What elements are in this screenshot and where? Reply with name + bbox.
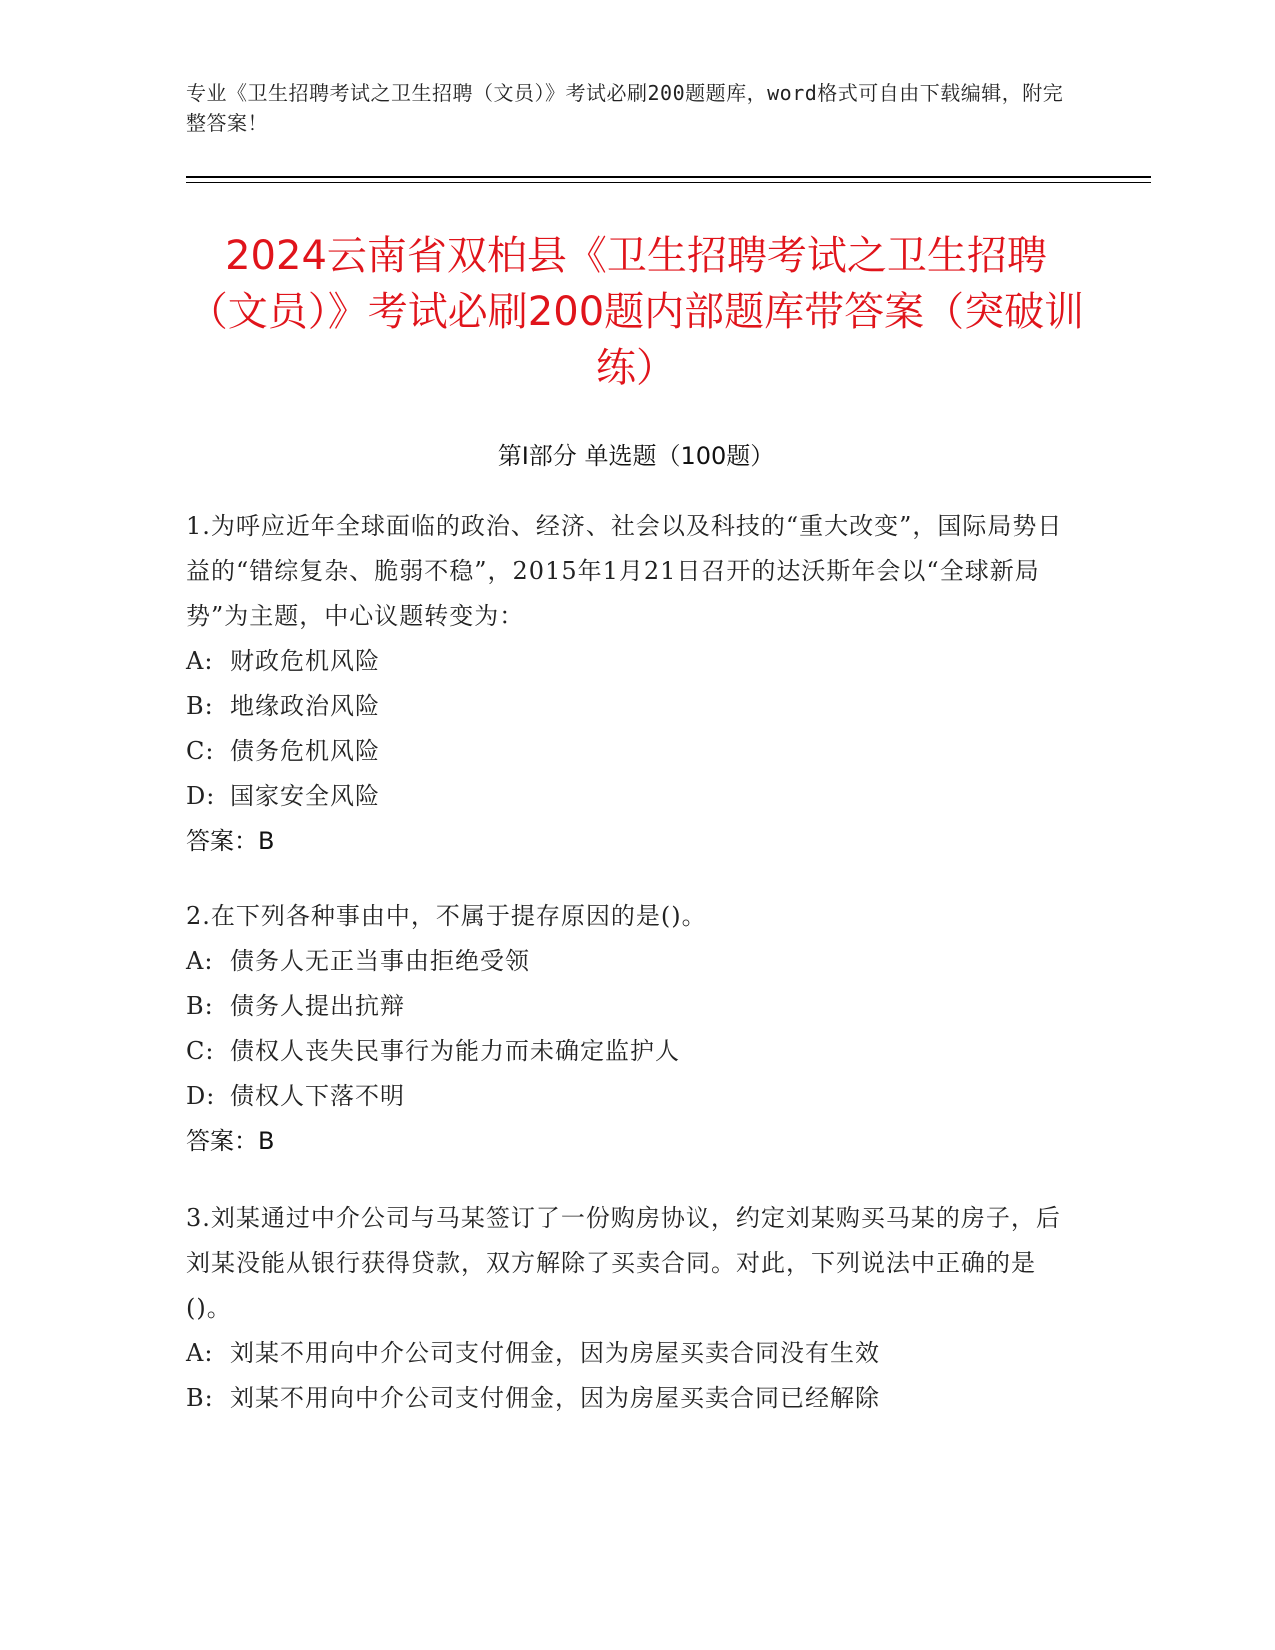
option-letter: A: — [186, 647, 214, 675]
option-letter: D: — [186, 1082, 216, 1110]
question-stem: 3.刘某通过中介公司与马某签订了一份购房协议，约定刘某购买马某的房子，后刘某没能从银行获得贷款，双方解除了买卖合同。对此，下列说法中正确的是()。 — [186, 1204, 1061, 1322]
option-c — [186, 1029, 1066, 1074]
option-letter: B: — [186, 992, 214, 1020]
document-title: 2024云南省双柏县《卫生招聘考试之卫生招聘（文员）》考试必刷200题内部题库带答案（突破训练） — [187, 233, 1085, 391]
option-b — [186, 684, 1066, 729]
option-a — [186, 939, 1066, 984]
option-d — [186, 774, 1066, 819]
option-b — [186, 984, 1066, 1029]
option-c — [186, 729, 1066, 774]
question-2 — [186, 894, 1066, 1164]
option-letter: B: — [186, 692, 214, 720]
option-letter: A: — [186, 947, 214, 975]
option-letter: A: — [186, 1339, 214, 1367]
option-text: 刘某不用向中介公司支付佣金，因为房屋买卖合同已经解除 — [230, 1384, 880, 1412]
question-3 — [186, 1196, 1066, 1421]
option-b — [186, 1376, 1066, 1421]
option-text: 债权人下落不明 — [230, 1082, 405, 1110]
option-text: 债权人丧失民事行为能力而未确定监护人 — [230, 1037, 680, 1065]
option-letter: C: — [186, 1037, 215, 1065]
option-text: 地缘政治风险 — [230, 692, 380, 720]
option-letter: B: — [186, 1384, 214, 1412]
option-text: 国家安全风险 — [230, 782, 380, 810]
answer: 答案：B — [186, 1127, 275, 1155]
option-a — [186, 1331, 1066, 1376]
header-rule-thick — [186, 176, 1151, 178]
header-rule-thin — [186, 182, 1151, 183]
answer: 答案：B — [186, 827, 275, 855]
header-note: 专业《卫生招聘考试之卫生招聘（文员）》考试必刷200题题库，word格式可自由下载编辑，附完整答案！ — [186, 81, 1064, 135]
option-letter: D: — [186, 782, 216, 810]
option-text: 债务危机风险 — [230, 737, 380, 765]
option-text: 债务人无正当事由拒绝受领 — [230, 947, 530, 975]
option-d — [186, 1074, 1066, 1119]
option-a — [186, 639, 1066, 684]
question-stem: 2.在下列各种事由中，不属于提存原因的是()。 — [186, 902, 707, 930]
option-text: 债务人提出抗辩 — [230, 992, 405, 1020]
question-stem: 1.为呼应近年全球面临的政治、经济、社会以及科技的“重大改变”，国际局势日益的“错综复杂、脆弱不稳”，2015年1月21日召开的达沃斯年会以“全球新局势”为主题，中心议题转变为： — [186, 512, 1063, 630]
question-1 — [186, 504, 1066, 864]
section-heading: 第Ⅰ部分 单选题（100题） — [497, 442, 775, 470]
option-text: 财政危机风险 — [230, 647, 380, 675]
option-letter: C: — [186, 737, 215, 765]
option-text: 刘某不用向中介公司支付佣金，因为房屋买卖合同没有生效 — [230, 1339, 880, 1367]
